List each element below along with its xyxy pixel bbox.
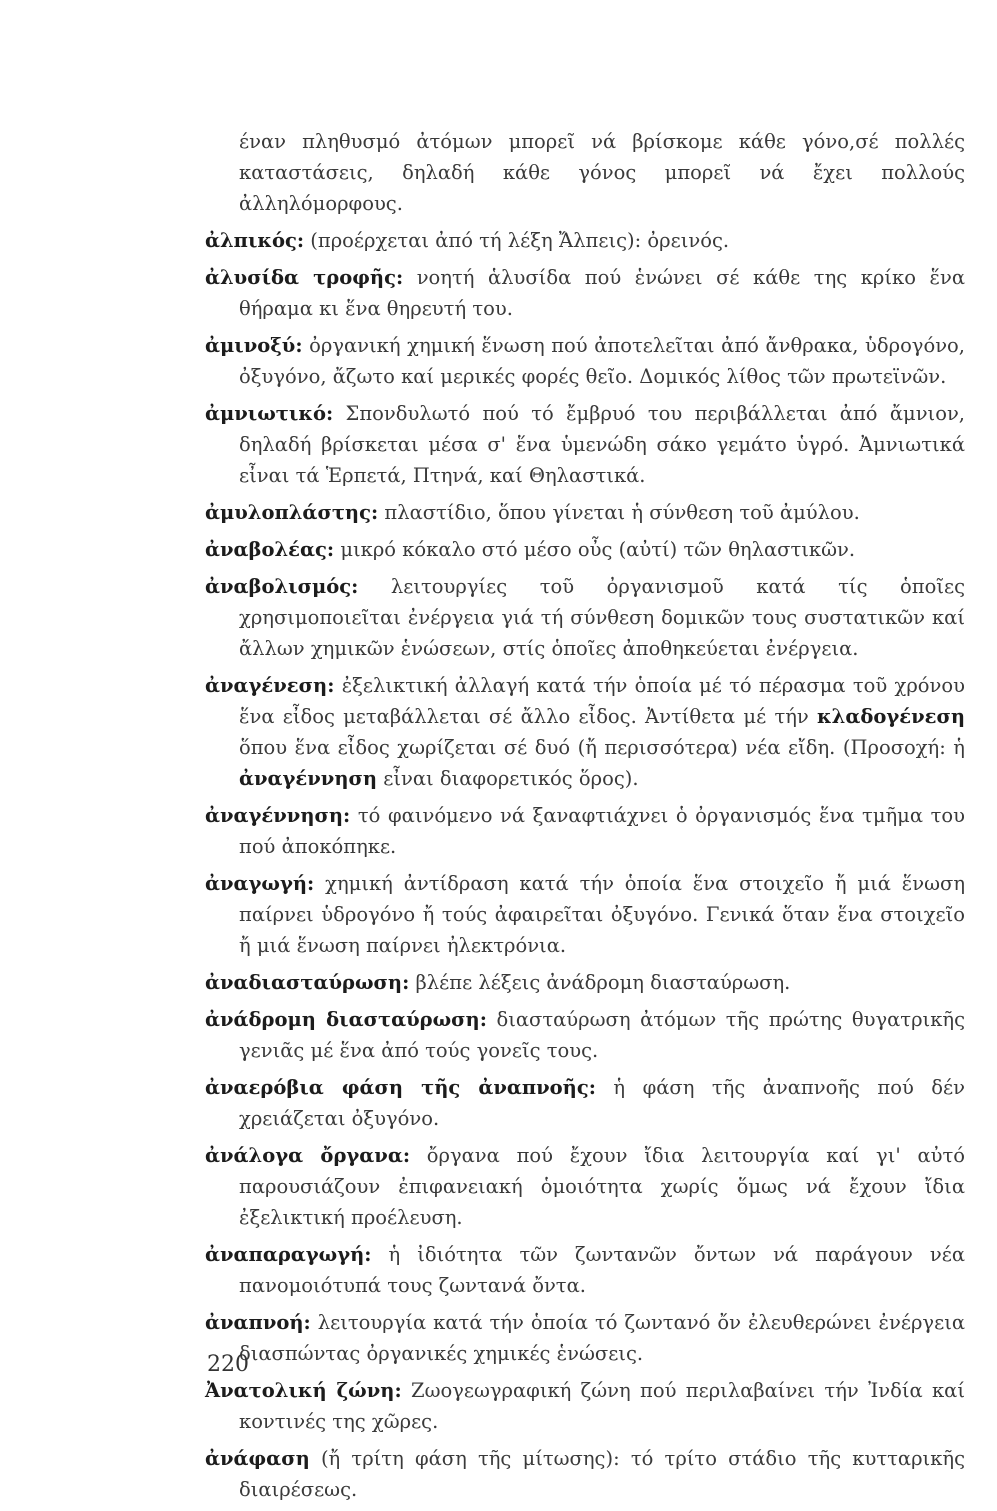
glossary-entry-anaerovia-fasi bbox=[205, 1072, 965, 1134]
glossary-page bbox=[205, 126, 965, 1511]
entry-term: ἀναδιασταύρωση: bbox=[205, 971, 410, 994]
glossary-entry-anadromi-diastavrosi bbox=[205, 1004, 965, 1066]
glossary-entry-anadiastavrosi bbox=[205, 967, 965, 998]
entry-definition: ὄργανα πού ἔχουν ἴδια λειτουργία καί γι' αὐτό παρουσιάζουν ἐπιφανειακή ὁμοιότητα χωρίς ὅμως νά ἔχουν ἴδια ἐξελικτική προέλευση. bbox=[239, 1144, 965, 1229]
glossary-entry-anagennisi bbox=[205, 800, 965, 862]
entry-term: ἀνάφαση bbox=[205, 1447, 310, 1470]
entry-definition-part-b: ὅπου ἕνα εἶδος χωρίζεται σέ δυό (ἤ περισσότερα) νέα εἴδη. (Προσοχή: ἡ bbox=[239, 736, 965, 759]
entry-term: ἀναβολέας: bbox=[205, 538, 335, 561]
entry-definition: (προέρχεται ἀπό τή λέξη Ἄλπεις): ὀρεινός. bbox=[310, 229, 730, 252]
glossary-entry-anavolismos bbox=[205, 571, 965, 664]
entry-term: ἀναγωγή: bbox=[205, 872, 315, 895]
glossary-entry-anapnoi bbox=[205, 1307, 965, 1369]
entry-term: ἀνάλογα ὄργανα: bbox=[205, 1144, 411, 1167]
entry-term: ἀλπικός: bbox=[205, 229, 305, 252]
entry-term: ἀνάδρομη διασταύρωση: bbox=[205, 1008, 487, 1031]
entry-definition: τό φαινόμενο νά ξαναφτιάχνει ὁ ὀργανισμός ἕνα τμῆμα του πού ἀποκόπηκε. bbox=[239, 804, 965, 858]
cross-reference-term: κλαδογένεση bbox=[817, 705, 966, 728]
entry-definition: λειτουργίες τοῦ ὀργανισμοῦ κατά τίς ὁποῖες χρησιμοποιεῖται ἐνέργεια γιά τή σύνθεση δομικῶν τους συστατικῶν καί ἄλλων χημικῶν ἑνώσεων, στίς ὁποῖες ἀποθηκεύεται ἐνέργεια. bbox=[239, 575, 965, 660]
entry-definition: πλαστίδιο, ὅπου γίνεται ἡ σύνθεση τοῦ ἀμύλου. bbox=[384, 501, 860, 524]
entry-definition: (ἤ τρίτη φάση τῆς μίτωσης): τό τρίτο στάδιο τῆς κυτταρικῆς διαιρέσεως. bbox=[239, 1447, 965, 1501]
entry-term: ἀναγέννηση: bbox=[205, 804, 351, 827]
entry-term: ἀμνιωτικό: bbox=[205, 402, 334, 425]
entry-term: ἀναπνοή: bbox=[205, 1311, 311, 1334]
glossary-entry-anavoleas bbox=[205, 534, 965, 565]
entry-definition: ὀργανική χημική ἕνωση πού ἀποτελεῖται ἀπό ἄνθρακα, ὑδρογόνο, ὀξυγόνο, ἄζωτο καί μερικές φορές θεῖο. Δομικός λίθος τῶν πρωτεϊνῶν. bbox=[239, 334, 965, 388]
cross-reference-term: ἀναγέννηση bbox=[239, 767, 378, 790]
glossary-entry-alpikos bbox=[205, 225, 965, 256]
entry-term: ἀναγένεση: bbox=[205, 674, 335, 697]
entry-definition-part-a: ἐξελικτική ἀλλαγή κατά τήν ὁποία μέ τό πέρασμα τοῦ χρόνου ἕνα εἶδος μεταβάλλεται σέ ἄλλο εἶδος. Ἀντίθετα μέ τήν bbox=[239, 674, 965, 728]
glossary-entry-amyloplastis bbox=[205, 497, 965, 528]
glossary-entry-anafasi bbox=[205, 1443, 965, 1505]
glossary-entry-amniotiko bbox=[205, 398, 965, 491]
entry-term: ἀλυσίδα τροφῆς: bbox=[205, 266, 404, 289]
entry-definition: βλέπε λέξεις ἀνάδρομη διασταύρωση. bbox=[415, 971, 791, 994]
glossary-entry-anagogi bbox=[205, 868, 965, 961]
glossary-entry-anagenesi bbox=[205, 670, 965, 794]
glossary-entry-aminoxy bbox=[205, 330, 965, 392]
entry-definition-part-c: εἶναι διαφορετικός ὅρος). bbox=[383, 767, 639, 790]
entry-term: ἀμινοξύ: bbox=[205, 334, 303, 357]
glossary-entry-anaparagogi bbox=[205, 1239, 965, 1301]
entry-definition: νοητή ἁλυσίδα πού ἑνώνει σέ κάθε της κρίκο ἕνα θήραμα κι ἕνα θηρευτή του. bbox=[239, 266, 965, 320]
entry-term: ἀναπαραγωγή: bbox=[205, 1243, 372, 1266]
glossary-entry-analoga-organa bbox=[205, 1140, 965, 1233]
entry-term: ἀναερόβια φάση τῆς ἀναπνοῆς: bbox=[205, 1076, 596, 1099]
entry-term: Ἀνατολική ζώνη: bbox=[205, 1379, 402, 1402]
entry-definition: έναν πληθυσμό ἀτόμων μπορεῖ νά βρίσκομε κάθε γόνο,σέ πολλές καταστάσεις, δηλαδή κάθε γόνος μπορεῖ νά ἔχει πολλούς ἀλληλόμορφους. bbox=[239, 130, 965, 215]
entry-definition: ἡ φάση τῆς ἀναπνοῆς πού δέν χρειάζεται ὀξυγόνο. bbox=[239, 1076, 965, 1130]
entry-definition: Ζωογεωγραφική ζώνη πού περιλαβαίνει τήν Ἰνδία καί κοντινές της χῶρες. bbox=[239, 1379, 965, 1433]
glossary-entry-anatoliki-zoni bbox=[205, 1375, 965, 1437]
entry-definition: χημική ἀντίδραση κατά τήν ὁποία ἕνα στοιχεῖο ἤ μιά ἕνωση παίρνει ὑδρογόνο ἤ τούς ἀφαιρεῖται ὀξυγόνο. Γενικά ὅταν ἕνα στοιχεῖο ἤ μιά ἕνωση παίρνει ἠλεκτρόνια. bbox=[239, 872, 966, 957]
entry-term: ἀναβολισμός: bbox=[205, 575, 359, 598]
glossary-entry-continuation bbox=[205, 126, 965, 219]
glossary-entry-alysida-trofis bbox=[205, 262, 965, 324]
entry-term: ἀμυλοπλάστης: bbox=[205, 501, 379, 524]
entry-definition: λειτουργία κατά τήν ὁποία τό ζωντανό ὄν ἐλευθερώνει ἐνέργεια διασπώντας ὀργανικές χημικές ἑνώσεις. bbox=[239, 1311, 966, 1365]
entry-definition: μικρό κόκαλο στό μέσο οὖς (αὐτί) τῶν θηλαστικῶν. bbox=[340, 538, 856, 561]
entry-definition: ἡ ἰδιότητα τῶν ζωντανῶν ὄντων νά παράγουν νέα πανομοιότυπά τους ζωντανά ὄντα. bbox=[239, 1243, 965, 1297]
page-number: 220 bbox=[207, 1352, 249, 1377]
entry-definition: Σπονδυλωτό πού τό ἔμβρυό του περιβάλλεται ἀπό ἄμνιον, δηλαδή βρίσκεται μέσα σ' ἕνα ὑμενώδη σάκο γεμάτο ὑγρό. Ἀμνιωτικά εἶναι τά Ἑρπετά, Πτηνά, καί Θηλαστικά. bbox=[239, 402, 965, 487]
entry-definition: διασταύρωση ἀτόμων τῆς πρώτης θυγατρικῆς γενιᾶς μέ ἕνα ἀπό τούς γονεῖς τους. bbox=[239, 1008, 965, 1062]
